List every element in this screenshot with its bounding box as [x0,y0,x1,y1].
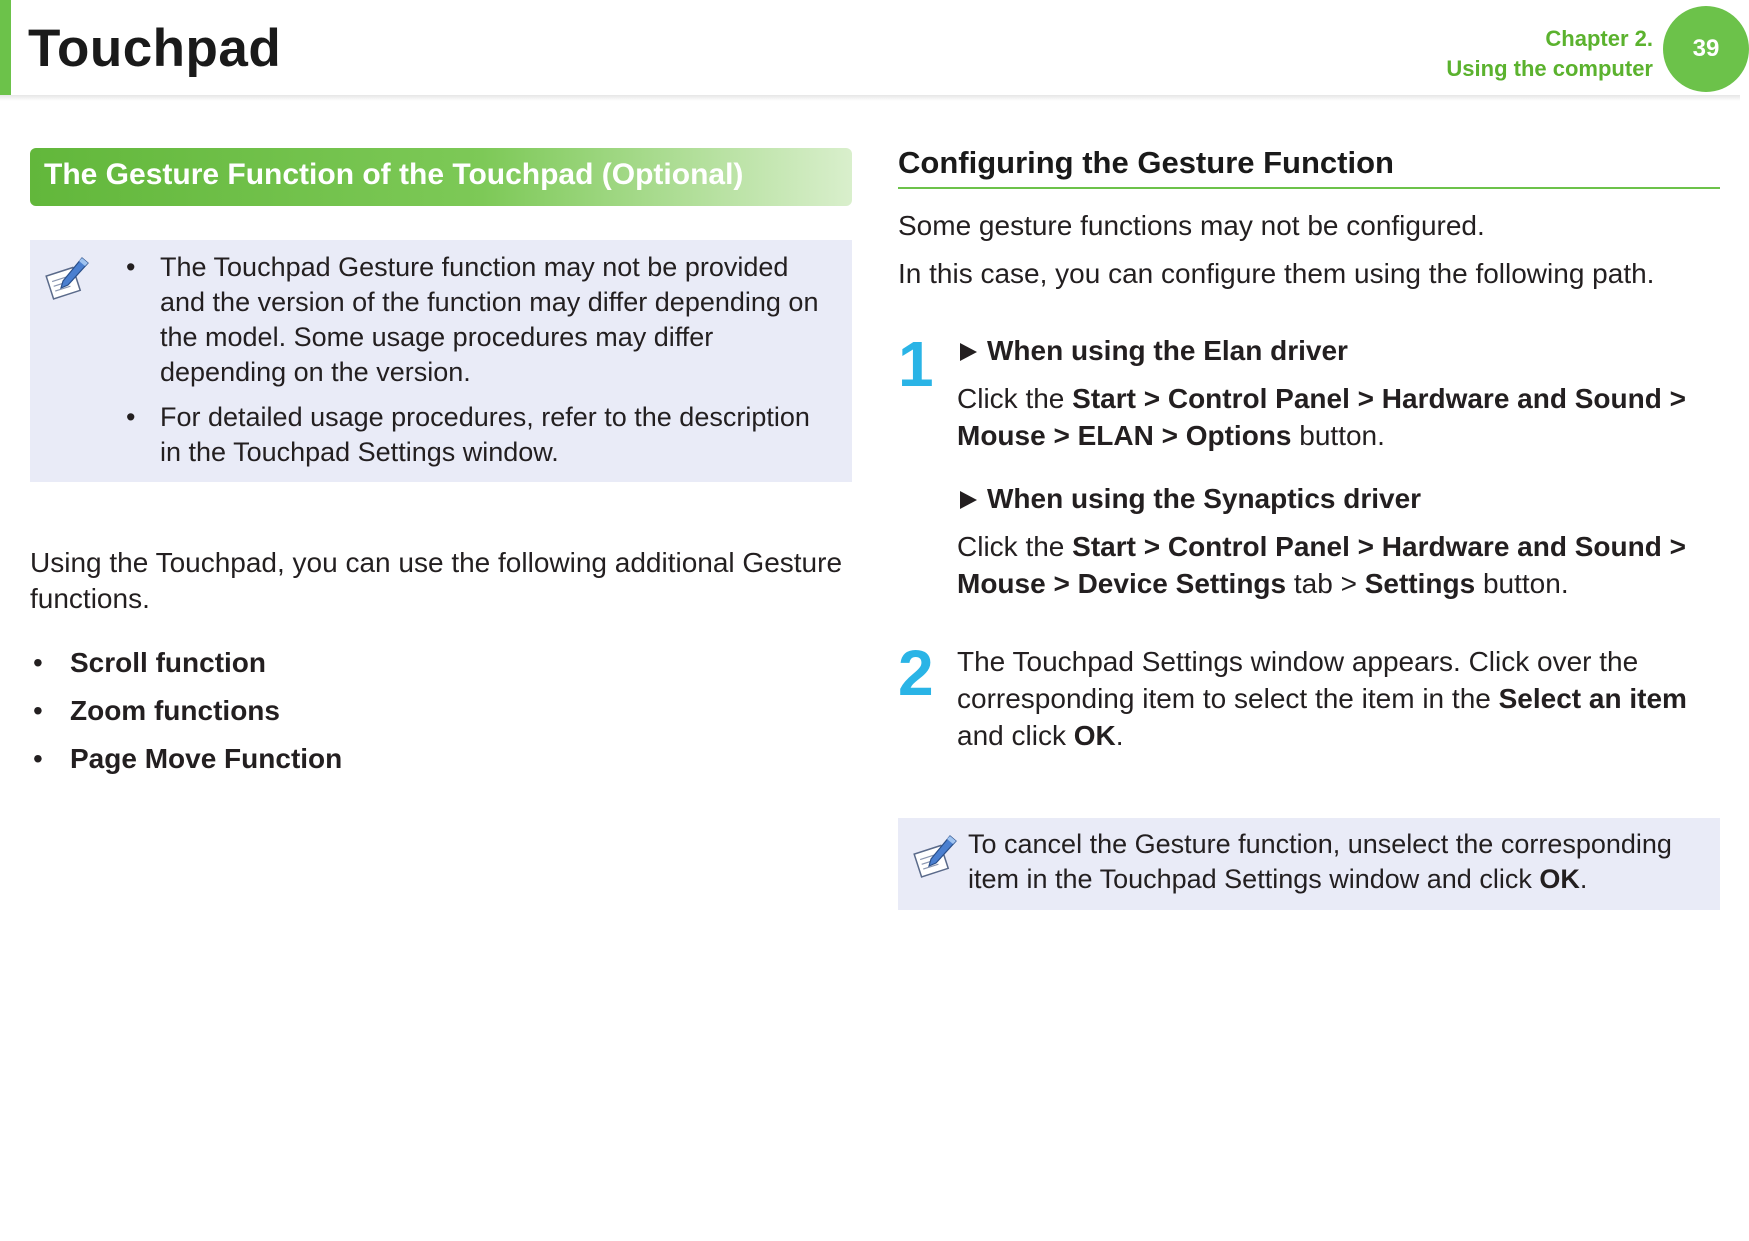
bullet: • [33,695,43,726]
menu-path: Start > Control Panel > Hardware and Sound > Mouse > Device Settings [957,531,1686,599]
pencil-note-icon [42,254,92,304]
driver-heading [957,480,1702,517]
feature-item [30,645,342,693]
bullet: • [126,402,136,432]
step-1-content [957,332,1702,602]
instruction-text: and click [957,720,1074,751]
note-text: For detailed usage procedures, refer to the description in the Touchpad Settings window. [160,402,810,467]
pencil-note-icon [910,832,960,882]
ui-term: OK [1539,864,1580,894]
ui-term: Select an item [1498,683,1687,714]
instruction-text: tab > [1286,568,1365,599]
note-text-part: . [1579,864,1588,894]
step-number: 1 [898,328,934,400]
feature-item [30,693,342,741]
section-banner [30,148,852,206]
note-text-part: To cancel the Gesture function, unselect the corresponding item in the Touchpad Settings window and click [968,829,1672,894]
page-title: Touchpad [28,19,282,78]
note-box [30,240,852,482]
driver-heading-label: When using the Synaptics driver [987,483,1422,514]
instruction-text: Click the [957,383,1073,414]
step-2-content [957,643,1702,754]
bullet: • [33,743,43,774]
chapter-title: Using the computer [1446,56,1653,81]
feature-label: Zoom functions [70,695,280,726]
driver-heading [957,332,1702,369]
instruction-text: button. [1475,568,1569,599]
header-accent-bar [0,0,11,98]
chapter-number: Chapter 2. [1545,26,1653,51]
bullet: • [33,647,43,678]
header-divider [0,95,1740,101]
triangle-arrow-icon [960,343,977,361]
subsection-divider [898,187,1720,189]
instruction-text: Click the [957,531,1073,562]
note-item [108,250,838,390]
feature-item [30,741,342,789]
note-text: The Touchpad Gesture function may not be provided and the version of the function may differ depending on the model. Some usage procedures may differ depending on the version. [160,252,819,387]
driver-heading-label: When using the Elan driver [987,335,1348,366]
note-box [898,818,1720,910]
step-number: 2 [898,637,934,709]
bullet: • [126,252,136,282]
feature-label: Page Move Function [70,743,343,774]
menu-path: Start > Control Panel > Hardware and Sound > Mouse > ELAN > Options [957,383,1686,451]
intro-paragraph: Using the Touchpad, you can use the following additional Gesture functions. [30,547,843,614]
menu-path: Settings [1364,568,1476,599]
instruction-text: . [1115,720,1124,751]
step-instruction [957,528,1702,602]
page-number-badge: 39 [1663,6,1749,92]
instruction-text: The Touchpad Settings window appears. Click over the corresponding item to select the item in the [957,646,1639,714]
step-instruction [957,380,1702,454]
feature-list [30,645,342,789]
instruction-text: button. [1291,420,1385,451]
paragraph: In this case, you can configure them using the following path. [898,258,1655,289]
chapter-label [1446,24,1653,84]
paragraph: Some gesture functions may not be configured. [898,210,1485,241]
subsection-heading: Configuring the Gesture Function [898,145,1394,180]
section-title: The Gesture Function of the Touchpad (Optional) [44,158,744,191]
triangle-arrow-icon [960,491,977,509]
ui-term: OK [1073,720,1116,751]
note-item [108,400,838,470]
feature-label: Scroll function [70,647,266,678]
note-text [968,827,1708,897]
note-list [108,250,838,480]
